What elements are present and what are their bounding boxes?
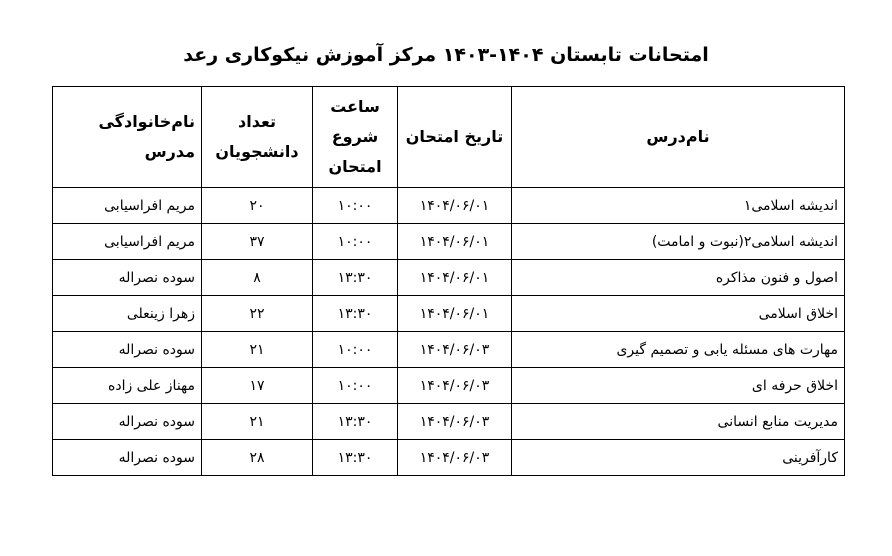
exam-schedule-table xyxy=(52,86,845,476)
cell-teacher: مریم افراسیابی xyxy=(53,224,202,260)
header-time: ساعت شروع امتحان xyxy=(313,87,398,188)
cell-course: اندیشه اسلامی۲(نبوت و امامت) xyxy=(512,224,845,260)
header-row xyxy=(53,87,845,188)
table-row xyxy=(53,260,845,296)
table-row xyxy=(53,404,845,440)
table-row xyxy=(53,440,845,476)
cell-time: ۱۰:۰۰ xyxy=(313,188,398,224)
cell-course: مهارت های مسئله یابی و تصمیم گیری xyxy=(512,332,845,368)
cell-date: ۱۴۰۴/۰۶/۰۱ xyxy=(398,224,512,260)
cell-time: ۱۳:۳۰ xyxy=(313,296,398,332)
cell-count: ۱۷ xyxy=(202,368,313,404)
cell-count: ۲۱ xyxy=(202,332,313,368)
cell-teacher: سوده نصراله xyxy=(53,260,202,296)
cell-date: ۱۴۰۴/۰۶/۰۳ xyxy=(398,368,512,404)
cell-time: ۱۳:۳۰ xyxy=(313,440,398,476)
table-header xyxy=(53,87,845,188)
cell-time: ۱۰:۰۰ xyxy=(313,224,398,260)
cell-date: ۱۴۰۴/۰۶/۰۳ xyxy=(398,404,512,440)
cell-course: اصول و فنون مذاکره xyxy=(512,260,845,296)
cell-time: ۱۳:۳۰ xyxy=(313,260,398,296)
table-row xyxy=(53,188,845,224)
cell-teacher: سوده نصراله xyxy=(53,440,202,476)
table-row xyxy=(53,332,845,368)
cell-date: ۱۴۰۴/۰۶/۰۳ xyxy=(398,332,512,368)
cell-count: ۸ xyxy=(202,260,313,296)
cell-teacher: زهرا زینعلی xyxy=(53,296,202,332)
cell-date: ۱۴۰۴/۰۶/۰۱ xyxy=(398,296,512,332)
cell-teacher: سوده نصراله xyxy=(53,332,202,368)
table-row xyxy=(53,296,845,332)
table-row xyxy=(53,368,845,404)
cell-time: ۱۰:۰۰ xyxy=(313,368,398,404)
cell-teacher: مهناز علی زاده xyxy=(53,368,202,404)
cell-course: اندیشه اسلامی۱ xyxy=(512,188,845,224)
header-count: تعداد دانشجویان xyxy=(202,87,313,188)
cell-time: ۱۰:۰۰ xyxy=(313,332,398,368)
header-course: نام‌درس xyxy=(512,87,845,188)
cell-course: اخلاق اسلامی xyxy=(512,296,845,332)
cell-date: ۱۴۰۴/۰۶/۰۱ xyxy=(398,188,512,224)
cell-teacher: مریم افراسیابی xyxy=(53,188,202,224)
cell-count: ۲۸ xyxy=(202,440,313,476)
table-row xyxy=(53,224,845,260)
cell-time: ۱۳:۳۰ xyxy=(313,404,398,440)
cell-count: ۲۲ xyxy=(202,296,313,332)
table-body xyxy=(53,188,845,476)
header-date: تاریخ امتحان xyxy=(398,87,512,188)
cell-course: کارآفرینی xyxy=(512,440,845,476)
page-title: امتحانات تابستان ۱۴۰۴-۱۴۰۳ مرکز آموزش نیکوکاری رعد xyxy=(183,44,709,66)
cell-course: مدیریت منابع انسانی xyxy=(512,404,845,440)
cell-date: ۱۴۰۴/۰۶/۰۱ xyxy=(398,260,512,296)
header-teacher: نام‌خانوادگی مدرس xyxy=(53,87,202,188)
cell-teacher: سوده نصراله xyxy=(53,404,202,440)
cell-date: ۱۴۰۴/۰۶/۰۳ xyxy=(398,440,512,476)
cell-count: ۲۱ xyxy=(202,404,313,440)
cell-course: اخلاق حرفه ای xyxy=(512,368,845,404)
cell-count: ۳۷ xyxy=(202,224,313,260)
cell-count: ۲۰ xyxy=(202,188,313,224)
